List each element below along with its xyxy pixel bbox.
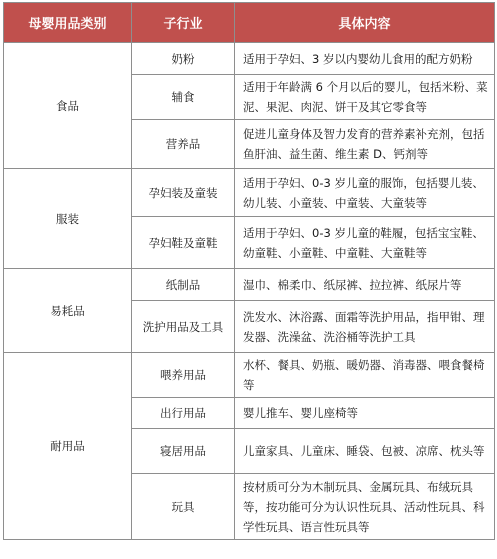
subindustry-cell: 营养品 — [132, 120, 235, 169]
table-header-row — [4, 3, 495, 43]
subindustry-cell: 寝居用品 — [132, 429, 235, 474]
details-cell: 促进儿童身体及智力发育的营养素补充剂，包括鱼肝油、益生菌、维生素 D、钙剂等 — [235, 120, 495, 169]
subindustry-cell: 纸制品 — [132, 269, 235, 301]
subindustry-cell: 孕妇鞋及童鞋 — [132, 217, 235, 269]
details-cell: 适用于年龄满 6 个月以后的婴儿，包括米粉、菜泥、果泥、肉泥、饼干及其它零食等 — [235, 75, 495, 120]
header-details: 具体内容 — [235, 3, 495, 43]
category-cell: 服装 — [4, 169, 132, 269]
subindustry-cell: 喂养用品 — [132, 353, 235, 398]
details-cell: 洗发水、沐浴露、面霜等洗护用品，指甲钳、理发器、洗澡盆、洗浴桶等洗护工具 — [235, 301, 495, 353]
header-subindustry: 子行业 — [132, 3, 235, 43]
table-row — [4, 169, 495, 217]
category-cell: 易耗品 — [4, 269, 132, 353]
details-cell: 水杯、餐具、奶瓶、暖奶器、消毒器、喂食餐椅等 — [235, 353, 495, 398]
details-cell: 湿巾、棉柔巾、纸尿裤、拉拉裤、纸尿片等 — [235, 269, 495, 301]
details-cell: 适用于孕妇、0-3 岁儿童的服饰，包括婴儿装、幼儿装、小童装、中童装、大童装等 — [235, 169, 495, 217]
table-row — [4, 353, 495, 398]
product-category-table-wrapper — [3, 2, 494, 540]
table-row — [4, 43, 495, 75]
header-category: 母婴用品类别 — [4, 3, 132, 43]
subindustry-cell: 出行用品 — [132, 398, 235, 429]
subindustry-cell: 辅食 — [132, 75, 235, 120]
subindustry-cell: 孕妇装及童装 — [132, 169, 235, 217]
details-cell: 按材质可分为木制玩具、金属玩具、布绒玩具等，按功能可分为认识性玩具、活动性玩具、科学性玩具、语言性玩具等 — [235, 474, 495, 540]
details-cell: 婴儿推车、婴儿座椅等 — [235, 398, 495, 429]
details-cell: 儿童家具、儿童床、睡袋、包被、凉席、枕头等 — [235, 429, 495, 474]
details-cell: 适用于孕妇、3 岁以内婴幼儿食用的配方奶粉 — [235, 43, 495, 75]
category-cell: 食品 — [4, 43, 132, 169]
product-category-table — [3, 2, 495, 540]
details-cell: 适用于孕妇、0-3 岁儿童的鞋履，包括宝宝鞋、幼童鞋、小童鞋、中童鞋、大童鞋等 — [235, 217, 495, 269]
subindustry-cell: 玩具 — [132, 474, 235, 540]
subindustry-cell: 奶粉 — [132, 43, 235, 75]
table-row — [4, 269, 495, 301]
subindustry-cell: 洗护用品及工具 — [132, 301, 235, 353]
category-cell: 耐用品 — [4, 353, 132, 540]
